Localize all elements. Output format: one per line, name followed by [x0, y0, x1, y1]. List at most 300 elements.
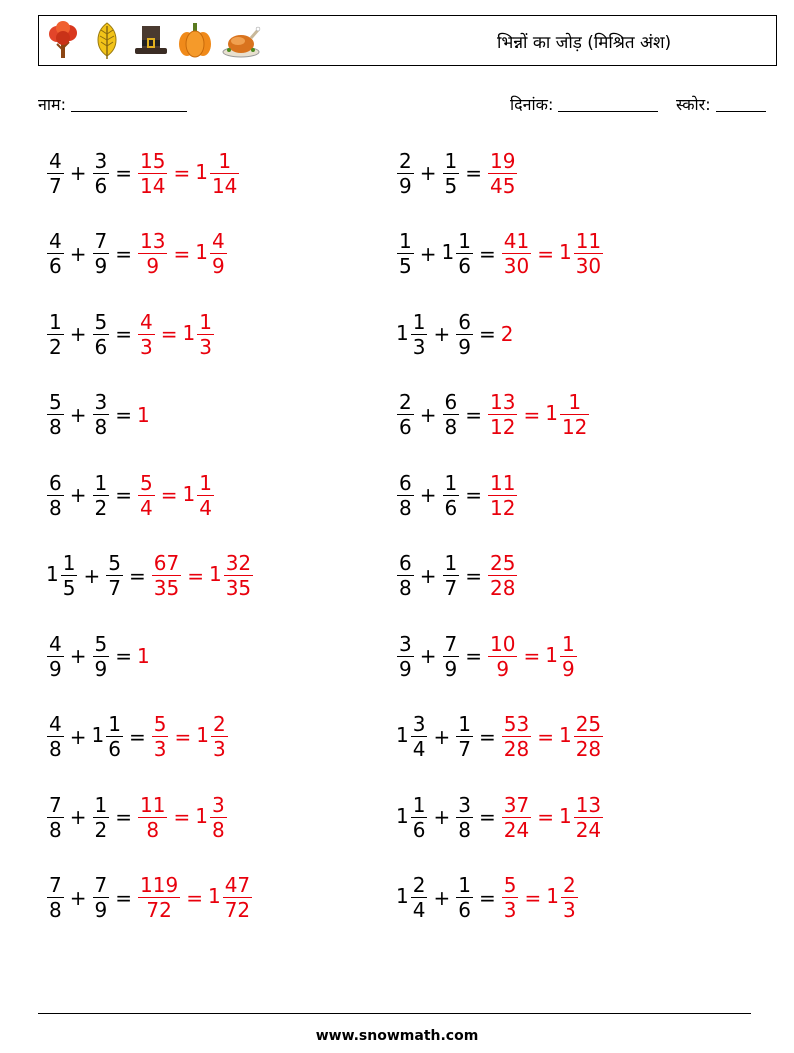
mixed-answer-numerator: 2 — [212, 712, 226, 736]
addend-a-denominator: 8 — [49, 737, 62, 761]
mixed-answer-numerator: 1 — [199, 470, 212, 495]
answer-fraction — [488, 149, 517, 198]
problem-14 — [396, 626, 578, 686]
addend-b-denominator: 7 — [108, 576, 121, 600]
mixed-answer-number — [195, 793, 227, 842]
addend-b-denominator: 7 — [458, 737, 471, 761]
addend-b-denominator: 8 — [94, 415, 108, 439]
equals-sign: = — [478, 885, 496, 910]
answer-numerator: 19 — [490, 148, 516, 173]
addend-a-denominator: 5 — [399, 254, 412, 278]
addend-a-denominator: 8 — [399, 495, 412, 520]
addend-a-numerator: 4 — [49, 631, 62, 656]
mixed-answer-fraction — [197, 471, 214, 520]
answer-numerator: 25 — [490, 551, 516, 575]
equals-sign: = — [478, 805, 496, 829]
answer-denominator: 12 — [490, 495, 516, 520]
addend-a-number — [396, 873, 428, 922]
plus-sign: + — [419, 644, 437, 668]
addend-a-numerator: 5 — [49, 390, 62, 414]
addend-a-denominator: 4 — [412, 737, 426, 761]
addend-a-denominator: 8 — [49, 495, 62, 520]
addend-a-numerator: 4 — [49, 712, 62, 736]
answer-number — [151, 712, 170, 761]
equals-sign: = — [186, 885, 203, 910]
answer-denominator: 14 — [140, 173, 166, 198]
addend-a-whole: 1 — [396, 320, 409, 345]
equals-sign: = — [128, 563, 146, 588]
mixed-answer-denominator: 24 — [575, 817, 602, 842]
addend-a-denominator: 6 — [49, 254, 62, 278]
addend-a-denominator: 5 — [62, 576, 76, 600]
mixed-answer-whole: 1 — [195, 240, 208, 264]
answer-fraction — [488, 551, 517, 600]
plus-sign: + — [433, 322, 451, 346]
equals-sign: = — [115, 885, 132, 910]
equals-sign: = — [465, 402, 482, 427]
answer-numerator: 37 — [503, 792, 530, 817]
addend-a-fraction — [47, 712, 64, 761]
equals-sign: = — [478, 322, 496, 346]
addend-b-denominator: 8 — [458, 817, 471, 842]
answer-fraction — [138, 793, 167, 842]
answer-fraction — [502, 793, 531, 842]
answer-denominator: 4 — [140, 495, 153, 520]
addend-b-numerator: 1 — [94, 470, 108, 495]
mixed-answer-fraction — [211, 712, 228, 761]
addend-b-fraction — [93, 229, 110, 278]
addend-b-fraction — [93, 793, 110, 842]
addend-b-numerator: 5 — [94, 631, 108, 656]
mixed-answer-fraction — [560, 390, 589, 439]
answer-numerator: 67 — [153, 551, 180, 575]
mixed-answer-fraction — [574, 229, 603, 278]
plus-sign: + — [69, 402, 87, 427]
mixed-answer-numerator: 13 — [575, 792, 602, 817]
problem-6 — [396, 304, 513, 364]
mixed-answer-numerator: 2 — [562, 873, 576, 897]
mixed-answer-fraction — [210, 793, 227, 842]
answer-number — [487, 149, 518, 198]
date-label: दिनांक: — [510, 95, 554, 114]
mixed-answer-whole: 1 — [558, 240, 572, 264]
problem-16 — [396, 707, 604, 767]
score-field — [676, 93, 766, 115]
mixed-answer-number — [545, 632, 577, 681]
addend-b-number — [455, 873, 474, 922]
addend-b-number — [455, 712, 474, 761]
addend-a-numerator: 6 — [399, 551, 412, 575]
mixed-answer-whole: 1 — [182, 320, 196, 345]
addend-a-fraction — [397, 390, 414, 439]
addend-b-fraction — [443, 632, 460, 681]
addend-a-numerator: 1 — [62, 551, 76, 575]
yellow-leaf-icon — [89, 20, 125, 60]
name-field — [38, 93, 187, 115]
addend-a-number — [396, 551, 415, 600]
mixed-answer-fraction — [561, 873, 578, 922]
equals-sign: = — [160, 483, 178, 507]
addend-a-fraction — [411, 793, 428, 842]
equals-sign: = — [478, 241, 496, 266]
mixed-answer-numerator: 25 — [575, 712, 602, 736]
score-blank — [716, 95, 766, 112]
mixed-answer-denominator: 35 — [225, 576, 252, 600]
mixed-answer-fraction — [574, 793, 603, 842]
addend-b-number — [442, 551, 461, 600]
addend-a-denominator: 3 — [412, 334, 426, 359]
equals-sign: = — [173, 805, 191, 829]
addend-a-numerator: 6 — [399, 470, 412, 495]
addend-b-numerator: 1 — [94, 792, 108, 817]
answer-number — [487, 390, 518, 439]
equals-sign: = — [465, 563, 482, 588]
equals-sign: = — [523, 402, 541, 427]
answer-fraction — [138, 873, 180, 922]
mixed-answer-whole: 1 — [208, 562, 222, 586]
addend-a-denominator: 8 — [399, 576, 412, 600]
addend-a-fraction — [61, 551, 78, 600]
mixed-answer-number — [559, 712, 604, 761]
mixed-answer-denominator: 9 — [211, 254, 225, 278]
answer-number — [137, 149, 168, 198]
equals-sign: = — [537, 805, 554, 829]
addend-a-number — [46, 873, 65, 922]
answer-number — [501, 712, 532, 761]
addend-a-number — [396, 149, 415, 198]
addend-a-number — [396, 471, 415, 520]
problem-4 — [396, 224, 604, 284]
plus-sign: + — [69, 885, 87, 910]
answer-fraction — [502, 229, 531, 278]
mixed-answer-denominator: 3 — [562, 898, 576, 922]
answer-whole: 2 — [500, 322, 514, 346]
addend-b-number — [442, 632, 461, 681]
addend-b-denominator: 9 — [458, 334, 471, 359]
addend-a-numerator: 2 — [399, 390, 412, 414]
answer-numerator: 13 — [140, 229, 166, 253]
addend-b-fraction — [456, 712, 473, 761]
answer-denominator: 3 — [153, 737, 167, 761]
equals-sign: = — [173, 241, 191, 266]
addend-b-number — [442, 390, 461, 439]
addend-a-denominator: 9 — [399, 656, 412, 681]
addend-b-denominator: 6 — [108, 737, 121, 761]
mixed-answer-number — [183, 471, 215, 520]
addend-a-numerator: 2 — [412, 873, 426, 897]
addend-b-denominator: 8 — [444, 415, 458, 439]
addend-a-fraction — [411, 712, 428, 761]
addend-a-number — [46, 390, 65, 439]
worksheet-header — [38, 15, 777, 66]
addend-b-number — [92, 149, 111, 198]
addend-b-fraction — [456, 229, 473, 278]
answer-numerator: 13 — [490, 390, 516, 414]
equals-sign: = — [115, 241, 132, 266]
addend-a-number — [46, 229, 65, 278]
addend-a-fraction — [397, 149, 414, 198]
mixed-answer-denominator: 3 — [212, 737, 226, 761]
addend-b-fraction — [93, 390, 110, 439]
addend-a-number — [46, 551, 78, 600]
equals-sign: = — [524, 885, 542, 910]
problem-9 — [46, 465, 215, 525]
addend-a-denominator: 2 — [49, 334, 62, 359]
answer-numerator: 5 — [153, 712, 167, 736]
mixed-answer-denominator: 4 — [199, 495, 212, 520]
problem-1 — [46, 143, 240, 203]
mixed-answer-number — [209, 551, 254, 600]
addend-a-numerator: 1 — [412, 309, 426, 334]
addend-b-denominator: 7 — [444, 576, 458, 600]
mixed-answer-numerator: 11 — [575, 229, 602, 253]
plus-sign: + — [69, 322, 87, 346]
answer-numerator: 15 — [140, 148, 166, 173]
mixed-answer-numerator: 1 — [199, 309, 212, 334]
mixed-answer-fraction — [574, 712, 603, 761]
mixed-answer-fraction — [210, 229, 227, 278]
addend-a-fraction — [47, 632, 64, 681]
answer-fraction — [502, 712, 531, 761]
mixed-answer-whole: 1 — [558, 803, 572, 828]
addend-a-fraction — [397, 471, 414, 520]
addend-a-numerator: 4 — [49, 148, 62, 173]
answer-number — [137, 644, 150, 668]
addend-a-numerator: 1 — [49, 309, 62, 334]
footer-site: www.snowmath.com — [315, 1028, 479, 1044]
equals-sign: = — [115, 322, 132, 346]
answer-numerator: 11 — [490, 470, 516, 495]
addend-b-numerator: 1 — [458, 229, 471, 253]
mixed-answer-number — [195, 149, 240, 198]
addend-b-fraction — [443, 471, 460, 520]
problem-5 — [46, 304, 215, 364]
addend-a-fraction — [47, 390, 64, 439]
addend-b-number — [92, 632, 111, 681]
problem-8 — [396, 385, 590, 445]
answer-number — [151, 551, 182, 600]
addend-a-number — [46, 793, 65, 842]
answer-number — [137, 229, 168, 278]
problem-2 — [396, 143, 518, 203]
plus-sign: + — [69, 483, 87, 507]
mixed-answer-denominator: 3 — [199, 334, 212, 359]
date-blank — [558, 95, 658, 112]
score-label: स्कोर: — [676, 95, 711, 114]
answer-fraction — [152, 712, 169, 761]
addend-a-fraction — [47, 149, 64, 198]
addend-b-numerator: 3 — [94, 390, 108, 414]
addend-a-fraction — [397, 632, 414, 681]
addend-b-number — [92, 793, 111, 842]
addend-a-number — [46, 149, 65, 198]
answer-numerator: 41 — [503, 229, 530, 253]
addend-a-whole: 1 — [396, 884, 409, 908]
equals-sign: = — [537, 241, 554, 266]
problem-12 — [396, 546, 518, 606]
answer-whole: 1 — [137, 644, 150, 668]
addend-a-whole: 1 — [396, 723, 409, 747]
plus-sign: + — [69, 161, 87, 185]
addend-a-number — [46, 310, 65, 359]
addend-a-number — [46, 712, 65, 761]
mixed-answer-numerator: 32 — [225, 551, 252, 575]
answer-denominator: 35 — [153, 576, 180, 600]
addend-b-fraction — [93, 149, 110, 198]
addend-a-number — [396, 712, 428, 761]
addend-b-number — [455, 793, 474, 842]
date-field — [510, 93, 658, 115]
addend-a-fraction — [411, 873, 428, 922]
mixed-answer-number — [208, 873, 253, 922]
equals-sign: = — [465, 483, 482, 507]
addend-b-numerator: 6 — [458, 309, 471, 334]
problem-18 — [396, 787, 604, 847]
problem-17 — [46, 787, 228, 847]
plus-sign: + — [69, 805, 87, 829]
mixed-answer-number — [545, 390, 590, 439]
addend-b-numerator: 5 — [108, 551, 121, 575]
mixed-answer-fraction — [197, 310, 214, 359]
addend-b-fraction — [456, 310, 473, 359]
addend-a-denominator: 8 — [49, 817, 62, 842]
plus-sign: + — [433, 805, 451, 829]
answer-numerator: 10 — [490, 631, 516, 656]
equals-sign: = — [173, 161, 191, 185]
addend-b-fraction — [93, 632, 110, 681]
addend-a-whole: 1 — [396, 803, 409, 828]
addend-a-numerator: 1 — [399, 229, 412, 253]
addend-b-numerator: 3 — [458, 792, 471, 817]
addend-a-numerator: 2 — [399, 148, 412, 173]
plus-sign: + — [69, 241, 87, 266]
addend-b-fraction — [456, 873, 473, 922]
addend-b-numerator: 1 — [108, 712, 121, 736]
addend-b-denominator: 6 — [458, 898, 471, 922]
mixed-answer-denominator: 30 — [575, 254, 602, 278]
equals-sign: = — [160, 322, 178, 346]
mixed-answer-whole: 1 — [195, 159, 208, 184]
mixed-answer-denominator: 12 — [561, 415, 588, 439]
answer-fraction — [138, 310, 155, 359]
addend-b-numerator: 6 — [444, 390, 458, 414]
header-icons — [45, 20, 261, 60]
addend-a-number — [396, 310, 428, 359]
addend-b-denominator: 9 — [94, 656, 108, 681]
addend-b-numerator: 3 — [94, 148, 108, 173]
plus-sign: + — [419, 402, 437, 427]
answer-number — [487, 632, 518, 681]
name-blank — [71, 95, 187, 112]
addend-a-numerator: 3 — [399, 631, 412, 656]
answer-fraction — [488, 390, 517, 439]
plus-sign: + — [419, 161, 437, 185]
autumn-tree-icon — [45, 20, 81, 60]
mixed-answer-whole: 1 — [545, 401, 558, 425]
answer-number — [501, 229, 532, 278]
equals-sign: = — [478, 724, 496, 749]
addend-b-numerator: 1 — [444, 148, 458, 173]
addend-a-denominator: 7 — [49, 173, 62, 198]
addend-a-fraction — [47, 310, 64, 359]
addend-b-number — [442, 229, 474, 278]
problem-15 — [46, 707, 229, 767]
addend-a-fraction — [47, 229, 64, 278]
addend-a-numerator: 1 — [412, 792, 426, 817]
equals-sign: = — [187, 563, 204, 588]
addend-b-number — [105, 551, 124, 600]
name-label: नाम: — [38, 95, 66, 114]
answer-number — [501, 322, 514, 346]
mixed-answer-fraction — [224, 551, 253, 600]
addend-a-fraction — [47, 471, 64, 520]
equals-sign: = — [115, 161, 132, 185]
mixed-answer-number — [196, 712, 228, 761]
answer-denominator: 30 — [503, 254, 530, 278]
pumpkin-icon — [177, 20, 213, 60]
addend-b-fraction — [93, 310, 110, 359]
addend-b-fraction — [106, 712, 123, 761]
answer-number — [137, 403, 150, 427]
addend-b-denominator: 6 — [444, 495, 458, 520]
addend-b-fraction — [93, 471, 110, 520]
mixed-answer-numerator: 4 — [211, 229, 225, 253]
addend-b-numerator: 7 — [94, 229, 108, 253]
problem-20 — [396, 868, 579, 928]
answer-fraction — [138, 149, 167, 198]
addend-a-number — [396, 793, 428, 842]
addend-b-number — [92, 390, 111, 439]
plus-sign: + — [69, 724, 87, 749]
addend-a-number — [396, 229, 415, 278]
addend-a-denominator: 8 — [49, 415, 62, 439]
equals-sign: = — [523, 644, 541, 668]
equals-sign: = — [115, 402, 132, 427]
addend-b-numerator: 5 — [94, 309, 108, 334]
addend-a-fraction — [47, 873, 64, 922]
answer-denominator: 12 — [490, 415, 516, 439]
addend-b-whole: 1 — [441, 240, 455, 264]
equals-sign: = — [465, 644, 482, 668]
addend-b-number — [442, 471, 461, 520]
addend-b-denominator: 9 — [444, 656, 458, 681]
equals-sign: = — [465, 161, 482, 185]
mixed-answer-number — [183, 310, 215, 359]
problem-11 — [46, 546, 254, 606]
addend-b-denominator: 9 — [94, 898, 108, 922]
addend-b-number — [92, 229, 111, 278]
mixed-answer-number — [559, 793, 604, 842]
answer-number — [137, 793, 168, 842]
addend-b-numerator: 1 — [444, 470, 458, 495]
answer-numerator: 5 — [140, 470, 153, 495]
worksheet-title: भिन्नों का जोड़ (मिश्रित अंश) — [497, 33, 672, 53]
answer-number — [487, 551, 518, 600]
answer-number — [137, 471, 156, 520]
mixed-answer-fraction — [560, 632, 577, 681]
addend-b-number — [455, 310, 474, 359]
equals-sign: = — [115, 483, 132, 507]
addend-a-numerator: 7 — [49, 792, 62, 817]
addend-b-numerator: 1 — [458, 873, 471, 897]
mixed-answer-denominator: 72 — [224, 898, 251, 922]
mixed-answer-whole: 1 — [546, 884, 559, 908]
addend-a-denominator: 9 — [49, 656, 62, 681]
answer-numerator: 11 — [140, 792, 166, 817]
answer-fraction — [488, 632, 517, 681]
addend-a-denominator: 9 — [399, 173, 412, 198]
mixed-answer-numerator: 1 — [561, 631, 575, 656]
